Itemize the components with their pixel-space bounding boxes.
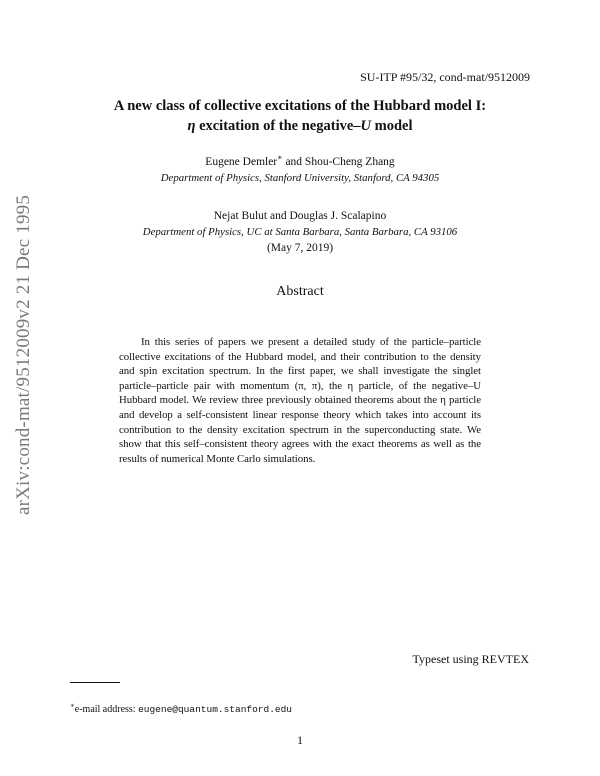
footnote-email: eugene@quantum.stanford.edu: [138, 704, 293, 715]
title-u-symbol: U: [360, 118, 372, 134]
title-line-2: [60, 116, 540, 136]
affiliation-ucsb: Department of Physics, UC at Santa Barbara, Santa Barbara, CA 93106: [142, 226, 458, 238]
affiliation-stanford: Department of Physics, Stanford University, Stanford, CA 94305: [160, 172, 440, 184]
report-number: SU-ITP #95/32, cond-mat/9512009: [360, 70, 530, 84]
author-name-demler: Eugene Demler: [205, 156, 278, 168]
paper-title: [60, 96, 540, 136]
title-line-1: A new class of collective excitations of the Hubbard model I:: [113, 98, 487, 114]
title-line-2-end: model: [371, 118, 413, 134]
author-block-ucsb: [60, 208, 540, 256]
footnote-divider: [70, 682, 120, 683]
paper-date: (May 7, 2019): [266, 242, 334, 254]
typeset-note: Typeset using REVTEX: [412, 652, 529, 666]
arxiv-id-text: arXiv:cond-mat/9512009v2 21 Dec 1995: [13, 194, 35, 516]
footnote-marker: ∗: [70, 701, 75, 710]
author-block-stanford: [60, 154, 540, 186]
arxiv-sidebar-identifier: [10, 190, 38, 520]
footnote: [70, 701, 293, 715]
author-footnote-marker: ∗: [277, 153, 283, 163]
abstract-body: In this series of papers we present a detailed study of the particle–particle collective excitations of the Hubbard model, and their contribution to the density and spin excitation spectrum. In the first paper, we shall investigate the singlet particle–particle pair with momentum (π, π), the η particle, of the negative–U Hubbard model. We review three previously obtained theorems about the η particle and develop a self-consistent linear response theory which takes into account its contribution to the density excitation spectrum in the superconducting state. We show that this self–consistent theory agrees with the exact theorems as well as the results of numerical Monte Carlo simulations.: [119, 336, 481, 465]
title-eta-symbol: η: [187, 118, 196, 134]
author-name-zhang: and Shou-Cheng Zhang: [282, 156, 395, 168]
abstract-heading: Abstract: [276, 284, 324, 299]
author-names-stanford: [60, 154, 540, 170]
title-line-2-middle: excitation of the negative–: [195, 118, 361, 134]
author-names-ucsb: Nejat Bulut and Douglas J. Scalapino: [213, 210, 387, 222]
page-number: 1: [297, 733, 303, 747]
footnote-label: e-mail address:: [74, 704, 139, 715]
